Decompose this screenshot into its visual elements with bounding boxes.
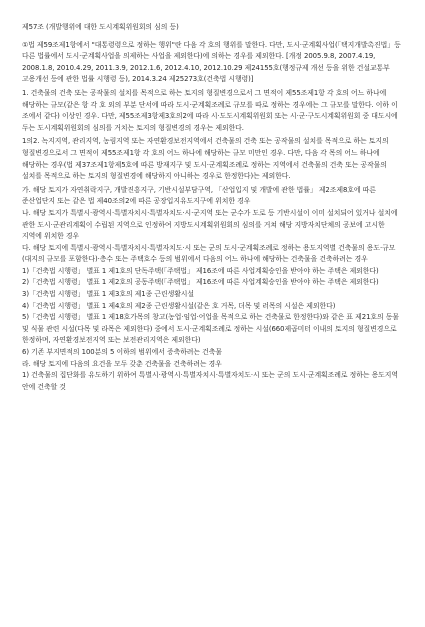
article-title: 제57조 (개발행위에 대한 도시계획위원회의 심의 등) — [22, 23, 179, 31]
paragraph-subitem-4: 4)「건축법 시행령」 별표 1 제4호의 제2종 근린생활시설(같은 호 거목, 더목 및 러목의 시설은 제외한다) — [22, 301, 336, 310]
paragraph-ra-subitem-1: 1) 건축물의 집단화를 유도하기 위하여 특별시·광역시·특별자치시·특별자치도·시 또는 군의 도시·군계획조례로 정하는 용도지역 안에 건축할 것 — [22, 371, 398, 391]
paragraph-item-1: 1. 건축물의 건축 또는 공작물의 설치를 목적으로 하는 토지의 형질변경으로서 그 면적이 제55조제1항 각 호의 어느 하나에 해당하는 규모(같은 항 각 호 외의 부분 단서에 따라 도시·군계획조례로 규모를 따로 정하는 경우에는 그 규모를 말한다. 이하 이 조에서 같다) 이상인 경우. 다만, 제55조제3항제3호의2에 따라 시·도도시계획위원회 또는 시·군·구도시계획위원회 중 대도시에 두는 도시계획위원회의 심의를 거치는 토지의 형질변경의 경우는 제외한다. — [22, 88, 398, 132]
paragraph-subitem-1: 1)「건축법 시행령」 별표 1 제1호의 단독주택(「주택법」 제16조에 따른 사업계획승인을 받아야 하는 주택은 제외한다) — [22, 266, 379, 275]
paragraph-item-ga: 가. 해당 토지가 자연취락지구, 개발진흥지구, 기반시설부담구역, 「산업입지 및 개발에 관한 법률」 제2조제8호에 따른 준산업단지 또는 같은 법 제40조의2에 따른 공장입지유도지구에 위치한 경우 — [22, 185, 376, 206]
paragraph-item-na: 나. 해당 토지가 특별시·광역시·특별자치시·특별자치도·시·군지역 또는 군수가 도로 등 기반시설이 이미 설치되어 있거나 설치에 관한 도시·군관리계획이 수립된 지역으로 인정하여 지방도시계획위원회의 심의를 거쳐 해당 지방자치단체의 공보에 고시한 지역에 위치한 경우 — [22, 208, 398, 241]
paragraph-intro: ①법 제59조제1항에서 "대통령령으로 정하는 행위"란 다음 각 호의 행위를 말한다. 다만, 도시·군계획사업(「택지개발촉진법」등 다른 법률에서 도시·군계획사업을 의제하는 사업을 제외한다)에 의하는 경우를 제외한다. [개정 2005.9.8, 2007.4.19, 2008.1.8, 2010.4.29, 2011.3.9, 2012.1.6, 2012.4.10, 2012.10.29 제24155호(행정규제 개선 등을 위한 건설교통부 고용개선 등에 관한 법률 시행령 등), 2014.3.24 제25273호(건축법 시행령)] — [22, 40, 401, 84]
paragraph-subitem-6: 6) 기존 부지면적의 100분의 5 이하의 범위에서 증축하려는 건축물 — [22, 348, 222, 357]
paragraph-item-1-2: 1의2. 녹지지역, 관리지역, 농림지역 또는 자연환경보전지역에서 건축물의 건축 또는 공작물의 설치를 목적으로 하는 토지의 형질변경으로서 그 면적이 제55조제1항 각 호의 어느 하나에 해당하는 규모 미만인 경우. 다만, 다음 각 목의 어느 하나에 해당하는 경우(법 제37조제1항제5호에 따른 방재지구 및 도시·군계획조례로 정하는 지역에서 건축물의 건축 또는 공작물의 설치를 목적으로 하는 토지의 형질변경에 해당하지 아니하는 경우로 한정한다)는 제외한다. — [22, 137, 389, 181]
paragraph-subitem-2: 2)「건축법 시행령」 별표 1 제2호의 공동주택(「주택법」 제16조에 따른 사업계획승인을 받아야 하는 주택은 제외한다) — [22, 278, 379, 287]
paragraph-item-ra: 라. 해당 토지에 다음의 요건을 모두 갖춘 건축물을 건축하려는 경우 — [22, 359, 222, 368]
paragraph-subitem-3: 3)「건축법 시행령」 별표 1 제3호의 제1종 근린생활시설 — [22, 290, 195, 299]
paragraph-item-da: 다. 해당 토지에 특별시·광역시·특별자치시·특별자치도·시 또는 군의 도시·군계획조례로 정하는 용도지역별 건축물의 용도·규모(대지의 규모를 포함한다)·층수 또는 주택호수 등의 범위에서 다음의 어느 하나에 해당하는 건축물을 건축하려는 경우 — [22, 243, 396, 264]
paragraph-subitem-5: 5)「건축법 시행령」 별표 1 제18호가목의 창고(농업·임업·어업을 목적으로 하는 건축물로 한정한다)와 같은 표 제21호의 동물 및 식물 관련 시설(다목 및 라목은 제외한다) 중에서 도시·군계획조례로 정하는 시설(660제곱미터 이내의 토지의 형질변경으로 한정하며, 자연환경보전지역 또는 보전관리지역은 제외한다) — [22, 313, 399, 345]
